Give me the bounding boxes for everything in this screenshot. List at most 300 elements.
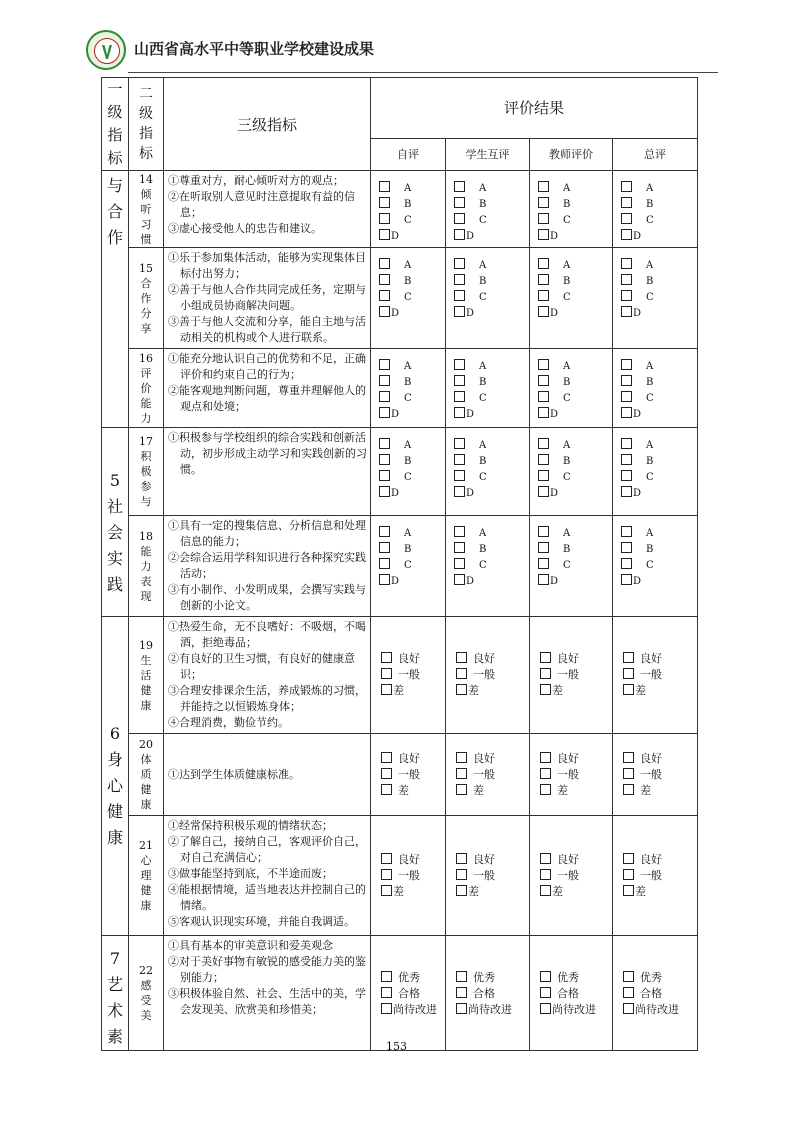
option-rating[interactable] bbox=[456, 783, 529, 799]
option-art[interactable] bbox=[456, 1002, 529, 1018]
option-abcd[interactable] bbox=[538, 486, 612, 502]
option-art[interactable] bbox=[381, 970, 445, 986]
level1-char: 与 bbox=[106, 176, 123, 195]
checkbox-icon[interactable] bbox=[381, 987, 392, 998]
checkbox-icon[interactable] bbox=[454, 454, 465, 465]
option-abcd[interactable] bbox=[454, 258, 529, 274]
checkbox-icon[interactable] bbox=[621, 454, 632, 465]
checkbox-icon[interactable] bbox=[379, 213, 390, 224]
option-rating[interactable] bbox=[456, 767, 529, 783]
checkbox-icon[interactable] bbox=[540, 668, 551, 679]
option-label: C bbox=[479, 292, 487, 303]
indicator-name-char: 价 bbox=[140, 381, 152, 395]
checkbox-icon[interactable] bbox=[540, 853, 551, 864]
option-abcd[interactable] bbox=[379, 258, 445, 274]
checkbox-icon[interactable] bbox=[454, 306, 465, 317]
checkbox-icon[interactable] bbox=[621, 375, 632, 386]
eval-overall-cell bbox=[613, 248, 698, 349]
option-abcd[interactable] bbox=[454, 558, 529, 574]
option-rating[interactable] bbox=[623, 783, 697, 799]
checkbox-icon[interactable] bbox=[621, 470, 632, 481]
option-label: A bbox=[479, 260, 487, 271]
option-label: D bbox=[391, 308, 400, 319]
option-art[interactable] bbox=[381, 1002, 445, 1018]
checkbox-icon[interactable] bbox=[538, 391, 549, 402]
option-label: C bbox=[404, 215, 412, 226]
option-art[interactable] bbox=[540, 986, 612, 1002]
option-abcd[interactable] bbox=[621, 486, 697, 502]
checkbox-icon[interactable] bbox=[381, 684, 392, 695]
option-rating[interactable] bbox=[456, 751, 529, 767]
option-label: 合格 bbox=[398, 987, 420, 1000]
option-rating[interactable] bbox=[540, 651, 612, 667]
indicator-number: 17 bbox=[139, 435, 153, 448]
checkbox-icon[interactable] bbox=[379, 181, 390, 192]
checkbox-icon[interactable] bbox=[538, 229, 549, 240]
checkbox-icon[interactable] bbox=[454, 407, 465, 418]
option-rating[interactable] bbox=[623, 852, 697, 868]
indicator-item: ①具有一定的搜集信息、分析信息和处理信息的能力； bbox=[168, 519, 366, 548]
option-abcd[interactable] bbox=[538, 542, 612, 558]
checkbox-icon[interactable] bbox=[538, 558, 549, 569]
option-label: D bbox=[466, 488, 475, 499]
option-abcd[interactable] bbox=[621, 438, 697, 454]
option-abcd[interactable] bbox=[454, 574, 529, 590]
checkbox-icon[interactable] bbox=[538, 181, 549, 192]
option-abcd[interactable] bbox=[538, 375, 612, 391]
option-abcd[interactable] bbox=[454, 359, 529, 375]
checkbox-icon[interactable] bbox=[456, 885, 467, 896]
checkbox-icon[interactable] bbox=[621, 359, 632, 370]
option-rating[interactable] bbox=[381, 868, 445, 884]
option-abcd[interactable] bbox=[538, 306, 612, 322]
option-abcd[interactable] bbox=[379, 438, 445, 454]
checkbox-icon[interactable] bbox=[379, 274, 390, 285]
option-abcd[interactable] bbox=[454, 407, 529, 423]
option-rating[interactable] bbox=[381, 683, 445, 699]
checkbox-icon[interactable] bbox=[456, 768, 467, 779]
checkbox-icon[interactable] bbox=[621, 574, 632, 585]
level3-indicators bbox=[164, 248, 371, 349]
checkbox-icon[interactable] bbox=[456, 684, 467, 695]
option-art[interactable] bbox=[623, 1002, 697, 1018]
option-abcd[interactable] bbox=[621, 375, 697, 391]
option-rating[interactable] bbox=[381, 852, 445, 868]
option-abcd[interactable] bbox=[538, 213, 612, 229]
checkbox-icon[interactable] bbox=[379, 375, 390, 386]
option-art[interactable] bbox=[623, 986, 697, 1002]
checkbox-icon[interactable] bbox=[381, 768, 392, 779]
checkbox-icon[interactable] bbox=[540, 784, 551, 795]
option-art[interactable] bbox=[456, 986, 529, 1002]
checkbox-icon[interactable] bbox=[379, 197, 390, 208]
option-rating[interactable] bbox=[540, 667, 612, 683]
checkbox-icon[interactable] bbox=[456, 784, 467, 795]
checkbox-icon[interactable] bbox=[623, 652, 634, 663]
option-rating[interactable] bbox=[623, 767, 697, 783]
checkbox-icon[interactable] bbox=[623, 869, 634, 880]
checkbox-icon[interactable] bbox=[621, 258, 632, 269]
checkbox-icon[interactable] bbox=[621, 213, 632, 224]
option-rating[interactable] bbox=[456, 852, 529, 868]
checkbox-icon[interactable] bbox=[621, 438, 632, 449]
checkbox-icon[interactable] bbox=[540, 1003, 551, 1014]
checkbox-icon[interactable] bbox=[456, 853, 467, 864]
option-abcd[interactable] bbox=[379, 454, 445, 470]
checkbox-icon[interactable] bbox=[538, 470, 549, 481]
header-teacher-eval: 教师评价 bbox=[530, 138, 613, 170]
option-rating[interactable] bbox=[456, 683, 529, 699]
checkbox-icon[interactable] bbox=[454, 258, 465, 269]
option-label: 良好 bbox=[398, 852, 420, 866]
indicator-item: ②善于与他人合作共同完成任务，定期与小组成员协商解决问题。 bbox=[168, 283, 366, 312]
option-label: 优秀 bbox=[473, 971, 495, 984]
option-rating[interactable] bbox=[456, 651, 529, 667]
option-abcd[interactable] bbox=[538, 470, 612, 486]
checkbox-icon[interactable] bbox=[454, 181, 465, 192]
checkbox-icon[interactable] bbox=[456, 869, 467, 880]
option-rating[interactable] bbox=[540, 868, 612, 884]
checkbox-icon[interactable] bbox=[540, 652, 551, 663]
option-label: B bbox=[479, 456, 487, 467]
option-abcd[interactable] bbox=[379, 197, 445, 213]
checkbox-icon[interactable] bbox=[454, 213, 465, 224]
checkbox-icon[interactable] bbox=[454, 486, 465, 497]
option-abcd[interactable] bbox=[454, 542, 529, 558]
option-rating[interactable] bbox=[623, 884, 697, 900]
option-art[interactable] bbox=[456, 970, 529, 986]
option-abcd[interactable] bbox=[621, 290, 697, 306]
checkbox-icon[interactable] bbox=[456, 652, 467, 663]
checkbox-icon[interactable] bbox=[454, 542, 465, 553]
checkbox-icon[interactable] bbox=[538, 454, 549, 465]
indicator-number: 20 bbox=[139, 738, 153, 751]
option-abcd[interactable] bbox=[454, 454, 529, 470]
option-art[interactable] bbox=[540, 970, 612, 986]
checkbox-icon[interactable] bbox=[623, 853, 634, 864]
checkbox-icon[interactable] bbox=[381, 668, 392, 679]
option-abcd[interactable] bbox=[538, 197, 612, 213]
option-rating[interactable] bbox=[623, 667, 697, 683]
checkbox-icon[interactable] bbox=[621, 391, 632, 402]
checkbox-icon[interactable] bbox=[538, 258, 549, 269]
checkbox-icon[interactable] bbox=[381, 869, 392, 880]
option-abcd[interactable] bbox=[454, 274, 529, 290]
indicator-item: ④合理消费，勤俭节约。 bbox=[168, 716, 289, 729]
option-abcd[interactable] bbox=[379, 229, 445, 245]
option-abcd[interactable] bbox=[538, 181, 612, 197]
indicator-name-char: 现 bbox=[140, 589, 152, 603]
option-abcd[interactable] bbox=[621, 454, 697, 470]
option-abcd[interactable] bbox=[621, 229, 697, 245]
checkbox-icon[interactable] bbox=[621, 229, 632, 240]
option-label: C bbox=[479, 560, 487, 571]
option-rating[interactable] bbox=[381, 667, 445, 683]
option-abcd[interactable] bbox=[454, 470, 529, 486]
checkbox-icon[interactable] bbox=[379, 454, 390, 465]
option-abcd[interactable] bbox=[379, 375, 445, 391]
checkbox-icon[interactable] bbox=[621, 306, 632, 317]
option-abcd[interactable] bbox=[538, 359, 612, 375]
option-abcd[interactable] bbox=[538, 438, 612, 454]
indicator-name-char: 惯 bbox=[140, 232, 152, 246]
checkbox-icon[interactable] bbox=[454, 574, 465, 585]
option-rating[interactable] bbox=[381, 884, 445, 900]
option-abcd[interactable] bbox=[621, 574, 697, 590]
checkbox-icon[interactable] bbox=[623, 885, 634, 896]
option-abcd[interactable] bbox=[379, 391, 445, 407]
option-rating[interactable] bbox=[540, 683, 612, 699]
option-art[interactable] bbox=[623, 970, 697, 986]
checkbox-icon[interactable] bbox=[454, 197, 465, 208]
option-abcd[interactable] bbox=[454, 290, 529, 306]
checkbox-icon[interactable] bbox=[456, 1003, 467, 1014]
option-label: D bbox=[633, 576, 642, 587]
option-abcd[interactable] bbox=[621, 391, 697, 407]
option-label: 差 bbox=[552, 684, 563, 697]
option-label: 一般 bbox=[557, 668, 579, 681]
indicator-item: ①热爱生命，无不良嗜好：不吸烟，不喝酒，拒绝毒品； bbox=[168, 620, 366, 649]
checkbox-icon[interactable] bbox=[621, 290, 632, 301]
checkbox-icon[interactable] bbox=[454, 391, 465, 402]
option-abcd[interactable] bbox=[379, 407, 445, 423]
option-abcd[interactable] bbox=[621, 407, 697, 423]
checkbox-icon[interactable] bbox=[621, 181, 632, 192]
checkbox-icon[interactable] bbox=[379, 526, 390, 537]
checkbox-icon[interactable] bbox=[381, 971, 392, 982]
checkbox-icon[interactable] bbox=[379, 542, 390, 553]
option-abcd[interactable] bbox=[454, 486, 529, 502]
option-abcd[interactable] bbox=[379, 290, 445, 306]
checkbox-icon[interactable] bbox=[381, 652, 392, 663]
option-abcd[interactable] bbox=[379, 558, 445, 574]
option-rating[interactable] bbox=[456, 884, 529, 900]
checkbox-icon[interactable] bbox=[379, 306, 390, 317]
checkbox-icon[interactable] bbox=[621, 274, 632, 285]
option-rating[interactable] bbox=[381, 767, 445, 783]
option-abcd[interactable] bbox=[454, 391, 529, 407]
level1-char: 心 bbox=[106, 776, 123, 795]
option-rating[interactable] bbox=[623, 651, 697, 667]
checkbox-icon[interactable] bbox=[623, 1003, 634, 1014]
option-abcd[interactable] bbox=[538, 229, 612, 245]
checkbox-icon[interactable] bbox=[540, 684, 551, 695]
option-label: C bbox=[563, 560, 571, 571]
option-abcd[interactable] bbox=[379, 213, 445, 229]
option-abcd[interactable] bbox=[454, 306, 529, 322]
checkbox-icon[interactable] bbox=[456, 987, 467, 998]
option-rating[interactable] bbox=[540, 751, 612, 767]
option-label: 差 bbox=[552, 884, 563, 898]
checkbox-icon[interactable] bbox=[379, 258, 390, 269]
eval-overall-cell bbox=[613, 936, 698, 1051]
option-rating[interactable] bbox=[540, 852, 612, 868]
option-abcd[interactable] bbox=[621, 274, 697, 290]
option-abcd[interactable] bbox=[538, 574, 612, 590]
option-abcd[interactable] bbox=[621, 306, 697, 322]
option-abcd[interactable] bbox=[454, 375, 529, 391]
option-abcd[interactable] bbox=[621, 542, 697, 558]
option-label: D bbox=[391, 488, 400, 499]
checkbox-icon[interactable] bbox=[538, 290, 549, 301]
checkbox-icon[interactable] bbox=[379, 486, 390, 497]
checkbox-icon[interactable] bbox=[621, 197, 632, 208]
option-abcd[interactable] bbox=[621, 359, 697, 375]
option-abcd[interactable] bbox=[379, 542, 445, 558]
option-abcd[interactable] bbox=[621, 197, 697, 213]
checkbox-icon[interactable] bbox=[540, 869, 551, 880]
checkbox-icon[interactable] bbox=[456, 668, 467, 679]
option-rating[interactable] bbox=[623, 683, 697, 699]
checkbox-icon[interactable] bbox=[454, 359, 465, 370]
checkbox-icon[interactable] bbox=[621, 558, 632, 569]
checkbox-icon[interactable] bbox=[538, 375, 549, 386]
checkbox-icon[interactable] bbox=[623, 684, 634, 695]
option-abcd[interactable] bbox=[379, 306, 445, 322]
checkbox-icon[interactable] bbox=[538, 359, 549, 370]
checkbox-icon[interactable] bbox=[379, 391, 390, 402]
checkbox-icon[interactable] bbox=[540, 885, 551, 896]
option-abcd[interactable] bbox=[379, 181, 445, 197]
checkbox-icon[interactable] bbox=[623, 752, 634, 763]
checkbox-icon[interactable] bbox=[454, 375, 465, 386]
checkbox-icon[interactable] bbox=[381, 853, 392, 864]
option-abcd[interactable] bbox=[621, 470, 697, 486]
checkbox-icon[interactable] bbox=[538, 274, 549, 285]
checkbox-icon[interactable] bbox=[381, 752, 392, 763]
option-art[interactable] bbox=[540, 1002, 612, 1018]
option-rating[interactable] bbox=[540, 884, 612, 900]
checkbox-icon[interactable] bbox=[454, 558, 465, 569]
option-label: D bbox=[633, 488, 642, 499]
checkbox-icon[interactable] bbox=[379, 290, 390, 301]
option-rating[interactable] bbox=[456, 667, 529, 683]
option-label: 合格 bbox=[473, 987, 495, 1000]
option-abcd[interactable] bbox=[454, 181, 529, 197]
checkbox-icon[interactable] bbox=[623, 668, 634, 679]
option-abcd[interactable] bbox=[538, 290, 612, 306]
eval-overall-cell bbox=[613, 516, 698, 617]
checkbox-icon[interactable] bbox=[381, 784, 392, 795]
checkbox-icon[interactable] bbox=[379, 407, 390, 418]
checkbox-icon[interactable] bbox=[621, 486, 632, 497]
checkbox-icon[interactable] bbox=[621, 407, 632, 418]
checkbox-icon[interactable] bbox=[454, 438, 465, 449]
option-abcd[interactable] bbox=[538, 274, 612, 290]
checkbox-icon[interactable] bbox=[538, 574, 549, 585]
checkbox-icon[interactable] bbox=[379, 574, 390, 585]
option-abcd[interactable] bbox=[538, 407, 612, 423]
option-rating[interactable] bbox=[381, 651, 445, 667]
checkbox-icon[interactable] bbox=[381, 1003, 392, 1014]
checkbox-icon[interactable] bbox=[456, 971, 467, 982]
option-abcd[interactable] bbox=[454, 526, 529, 542]
option-abcd[interactable] bbox=[538, 258, 612, 274]
option-abcd[interactable] bbox=[454, 438, 529, 454]
option-rating[interactable] bbox=[456, 868, 529, 884]
checkbox-icon[interactable] bbox=[623, 784, 634, 795]
checkbox-icon[interactable] bbox=[621, 526, 632, 537]
checkbox-icon[interactable] bbox=[538, 213, 549, 224]
option-rating[interactable] bbox=[381, 751, 445, 767]
option-rating[interactable] bbox=[381, 783, 445, 799]
checkbox-icon[interactable] bbox=[456, 752, 467, 763]
option-label: B bbox=[563, 456, 571, 467]
checkbox-icon[interactable] bbox=[538, 486, 549, 497]
checkbox-icon[interactable] bbox=[540, 768, 551, 779]
option-abcd[interactable] bbox=[538, 526, 612, 542]
checkbox-icon[interactable] bbox=[623, 987, 634, 998]
option-abcd[interactable] bbox=[621, 181, 697, 197]
option-abcd[interactable] bbox=[379, 274, 445, 290]
checkbox-icon[interactable] bbox=[538, 306, 549, 317]
option-art[interactable] bbox=[381, 986, 445, 1002]
option-label: B bbox=[563, 544, 571, 555]
checkbox-icon[interactable] bbox=[454, 274, 465, 285]
indicator-number: 18 bbox=[139, 529, 153, 543]
checkbox-icon[interactable] bbox=[379, 470, 390, 481]
checkbox-icon[interactable] bbox=[538, 526, 549, 537]
checkbox-icon[interactable] bbox=[540, 987, 551, 998]
option-abcd[interactable] bbox=[454, 213, 529, 229]
checkbox-icon[interactable] bbox=[379, 359, 390, 370]
checkbox-icon[interactable] bbox=[454, 526, 465, 537]
checkbox-icon[interactable] bbox=[538, 197, 549, 208]
option-abcd[interactable] bbox=[538, 558, 612, 574]
option-abcd[interactable] bbox=[538, 391, 612, 407]
checkbox-icon[interactable] bbox=[379, 558, 390, 569]
option-rating[interactable] bbox=[623, 751, 697, 767]
checkbox-icon[interactable] bbox=[379, 229, 390, 240]
checkbox-icon[interactable] bbox=[623, 971, 634, 982]
checkbox-icon[interactable] bbox=[538, 407, 549, 418]
checkbox-icon[interactable] bbox=[454, 290, 465, 301]
header-level2-char: 级 bbox=[139, 106, 153, 122]
option-label: D bbox=[633, 231, 642, 242]
checkbox-icon[interactable] bbox=[540, 971, 551, 982]
option-rating[interactable] bbox=[540, 767, 612, 783]
option-abcd[interactable] bbox=[379, 574, 445, 590]
checkbox-icon[interactable] bbox=[623, 768, 634, 779]
option-abcd[interactable] bbox=[621, 558, 697, 574]
checkbox-icon[interactable] bbox=[538, 542, 549, 553]
option-label: A bbox=[646, 528, 654, 539]
option-abcd[interactable] bbox=[538, 454, 612, 470]
checkbox-icon[interactable] bbox=[381, 885, 392, 896]
checkbox-icon[interactable] bbox=[454, 229, 465, 240]
option-abcd[interactable] bbox=[379, 359, 445, 375]
option-abcd[interactable] bbox=[379, 470, 445, 486]
checkbox-icon[interactable] bbox=[538, 438, 549, 449]
option-abcd[interactable] bbox=[621, 258, 697, 274]
option-abcd[interactable] bbox=[621, 213, 697, 229]
indicator-name-char: 听 bbox=[140, 202, 152, 216]
indicator-item: ②在听取别人意见时注意提取有益的信息； bbox=[168, 190, 355, 219]
checkbox-icon[interactable] bbox=[621, 542, 632, 553]
eval-peer-cell bbox=[446, 617, 530, 734]
option-abcd[interactable] bbox=[454, 197, 529, 213]
option-abcd[interactable] bbox=[454, 229, 529, 245]
option-rating[interactable] bbox=[540, 783, 612, 799]
option-rating[interactable] bbox=[623, 868, 697, 884]
option-label: C bbox=[404, 393, 412, 404]
option-abcd[interactable] bbox=[379, 486, 445, 502]
option-abcd[interactable] bbox=[621, 526, 697, 542]
checkbox-icon[interactable] bbox=[454, 470, 465, 481]
checkbox-icon[interactable] bbox=[540, 752, 551, 763]
option-abcd[interactable] bbox=[379, 526, 445, 542]
checkbox-icon[interactable] bbox=[379, 438, 390, 449]
